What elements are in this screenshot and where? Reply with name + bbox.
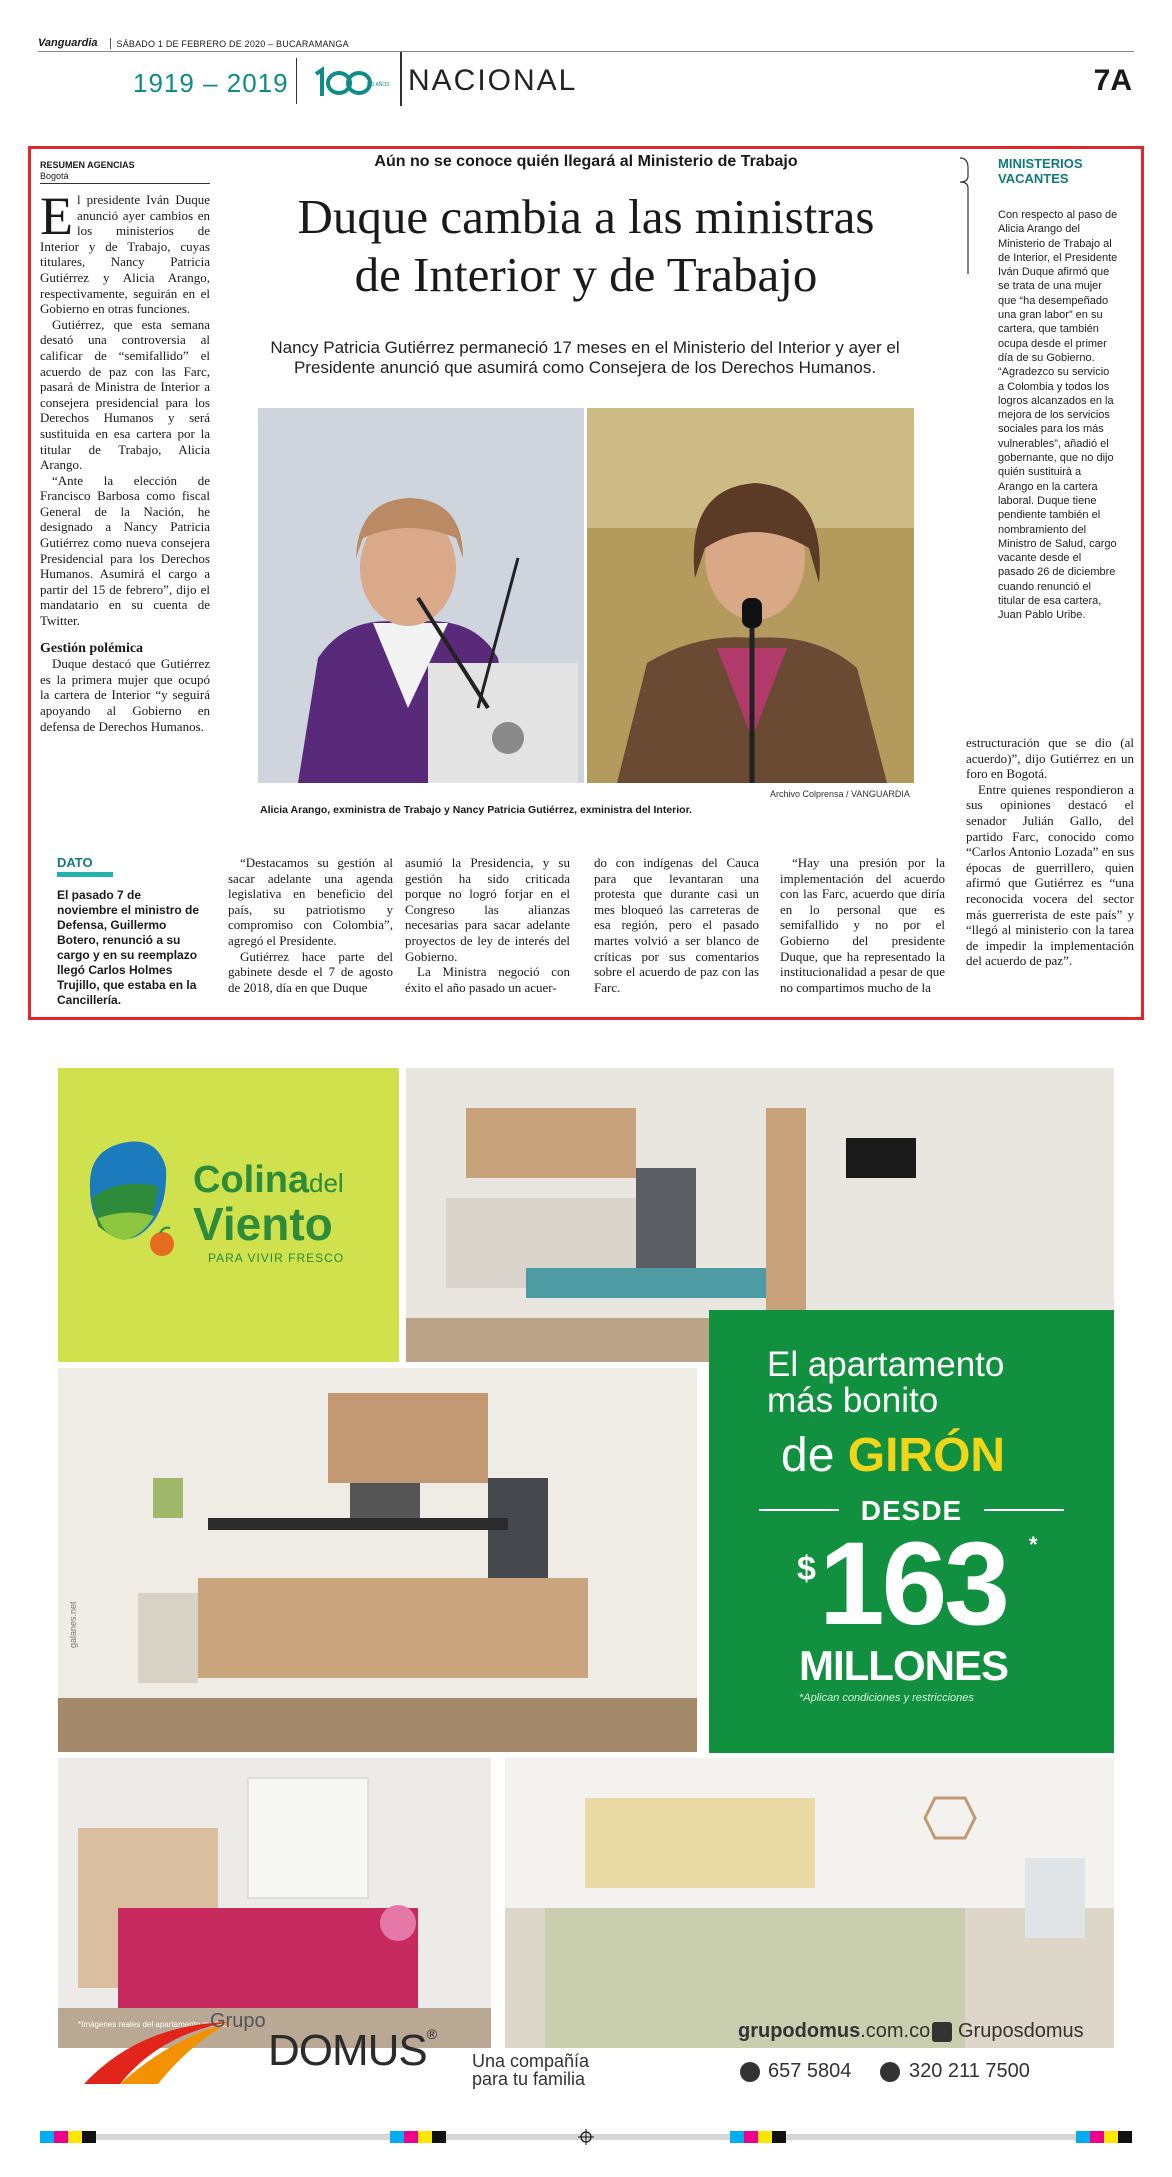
anniversary-label: 100 AÑOS [366,82,390,88]
sidebar-paragraph: Con respecto al paso de Alicia Arango del Ministerio de Trabajo al de Interior, el Presidente Iván Duque afirmó que se trata de una mujer que “ha desempeñado una gran labor” en su cartera, que también ocupa desde el primer día de su Gobierno. [998,209,1118,364]
sidebar-bracket [958,156,974,276]
registered-mark: ® [426,2026,437,2042]
promo-panel [709,1310,1114,1753]
promo-de: de [781,1429,835,1482]
domus-wordmark [268,2026,436,2076]
facebook-handle[interactable]: Gruposdomus [958,2020,1084,2042]
promo-desde: DESDE [860,1495,963,1526]
drop-cap: E [40,186,73,246]
sidebar-title [998,156,1083,186]
divider [296,58,297,104]
dato-title: DATO [57,855,93,870]
website-tld: .com.co [860,2020,931,2042]
slogan-line: para tu familia [472,2069,586,2089]
dateline: SÁBADO 1 DE FEBRERO DE 2020 – BUCARAMANGA [116,39,349,49]
photo-caption: Alicia Arango, exministra de Trabajo y Nancy Patricia Gutiérrez, exministra del Interior. [260,804,693,816]
phone-icon [880,2062,900,2082]
website-domain: grupodomus [738,2020,861,2042]
divider [984,1509,1064,1511]
article-paragraph: “Destacamos su gestión al sacar adelante una agenda legislativa en beneficio del país, su patriotismo y compromiso con Colombia”, agregó el Presidente. [228,855,393,948]
byline-city: Bogotá [40,171,69,181]
article-headline [236,188,936,304]
paragraph-text: l presidente Iván Duque anunció ayer cambios en los ministerios de Interior y de Trabajo, cuyas titulares, Nancy Patricia Gutiérrez y Alicia Arango, respectivamente, seguirán en el Gobierno en otras funciones. [40,192,210,317]
apartment-photo-kitchen [58,1368,697,1752]
photo-credit: Archivo Colprensa / VANGUARDIA [770,789,910,799]
article-column-bottom-3 [594,855,759,995]
website-link[interactable] [738,2020,930,2043]
divider [40,183,210,184]
dato-rule [57,872,113,877]
promo-asterisk: * [1029,1532,1038,1557]
brand-name: Vanguardia [38,37,98,49]
article-paragraph: estructuración que se dio (al acuerdo)”, dijo Gutiérrez en un foro en Bogotá. [966,735,1134,782]
article-paragraph [40,186,210,317]
anniversary-years: 1919 – 2019 [133,68,289,98]
domus-slogan [472,2052,589,2088]
promo-city: GIRÓN [847,1429,1006,1482]
apartment-photo-master-bedroom [505,1758,1114,2048]
article-paragraph: “Hay una presión por la implementación del acuerdo con las Farc, acuerdo que diría en lo personal que es semifallido y no por el Gobierno del presidente Duque, que ha representado la institucionalidad a pesar de que no compartimos mucho de la [780,855,945,995]
promo-headline-2: más bonito [767,1381,939,1420]
photo-gutierrez [258,408,584,783]
phone-mobile[interactable]: 320 211 7500 [909,2060,1030,2082]
phone-icon [740,2062,760,2082]
article-column-left [40,186,210,734]
article-paragraph: Gutiérrez, que esta semana desató una controversia al calificar de “semifallido” el acuerdo de paz con las Farc, pasará de Ministra de Interior a consejera presidencial para los Derechos Humanos y será sustituida en esa cartera por la titular de Trabajo, Alicia Arango. [40,316,210,473]
article-paragraph: Gutiérrez hace parte del gabinete desde el 7 de agosto de 2018, día en que Duque [228,948,393,995]
article-column-bottom-1 [228,855,393,995]
logo-word-viento: Viento [193,1198,333,1250]
domus-text: DOMUS [268,2026,427,2075]
ad-logo-tile [58,1068,399,1362]
article-paragraph: La Ministra negoció con éxito el año pasado un acuer- [405,964,570,995]
slogan-line: Una compañía [472,2051,590,2071]
page-number: 7A [1093,64,1132,97]
colina-del-viento-logo [58,1068,399,1362]
promo-headline-1: El apartamento [767,1345,1005,1384]
article-paragraph: Duque destacó que Gutiérrez es la primera mujer que ocupó la cartera de Interior “y seguirá apoyando al Gobierno en defensa de Derechos Humanos. [40,656,210,734]
logo-tagline: PARA VIVIR FRESCO [208,1251,345,1265]
promo-millones: MILLONES [799,1642,1008,1689]
ad-watermark: galanes.net [68,1601,78,1648]
grupo-label: Grupo [210,2010,266,2032]
article-column-bottom-2 [405,855,570,995]
promo-price: 163 [819,1518,1007,1650]
article-kicker: Aún no se conoce quién llegará al Ministerio de Trabajo [374,153,798,170]
headline-line: de Interior y de Trabajo [354,247,818,302]
promo-conditions: *Aplican condiciones y restricciones [799,1692,974,1704]
article-paragraph: do con indígenas del Cauca para que levantaran una protesta que durante casi un mes bloqueó las carreteras de esa región, pero el pasado martes volvió a ser blanco de críticas por sus comentarios sobre el acuerdo de paz con las Farc. [594,855,759,995]
sidebar-paragraph: “Agradezco su servicio a Colombia y todos los logros alcanzados en la mejora de los servicios sociales para los más vulnerables”, añadió el gobernante, que no dijo quién sustituirá a Arango en la cartera laboral. Duque tiene pendiente también el nombramiento del Ministro de Salud, cargo vacante desde el pasado 26 de diciembre cuando renunció el titular de esa cartera, Juan Pablo Uribe. [998,366,1117,622]
apartment-photo-bedroom [58,1758,491,2048]
sidebar-title-line: MINISTERIOS [998,156,1083,171]
article-column-right [966,735,1134,969]
divider [400,52,402,106]
masthead-bar [38,34,1134,52]
headline-line: Duque cambia a las ministras [297,189,875,244]
phone-landline[interactable]: 657 5804 [768,2060,852,2082]
logo-word-colina: Colina [193,1159,310,1201]
byline-agency: RESUMEN AGENCIAS [40,160,135,170]
promo-dollar: $ [797,1550,816,1588]
article-column-bottom-4 [780,855,945,995]
facebook-icon [932,2022,952,2042]
image-note: *Imágenes reales del apartamento modelo. [78,2020,231,2029]
article-subhead: Gestión polémica [40,640,144,656]
registration-bar [40,2130,1132,2142]
article-paragraph: asumió la Presidencia, y su gestión ha sido criticada porque no logró forjar en el Congreso las alianzas necesarias para sacar adelante proyectos de ley de interés del Gobierno. [405,855,570,964]
article-deck: Nancy Patricia Gutiérrez permaneció 17 meses en el Ministerio del Interior y ayer el Presidente anunció que asumirá como Consejera de los Derechos Humanos. [270,338,900,377]
article-paragraph: “Ante la elección de Francisco Barbosa como fiscal General de la Nación, he designado a Nancy Patricia Gutiérrez como nueva consejera Presidencial para los Derechos Humanos. Asumirá el cargo a partir del 15 de febrero”, dijo el mandatario en su cuenta de Twitter. [40,472,210,629]
article-paragraph: Entre quienes respondieron a sus opiniones destacó el senador Julián Gallo, del partido Farc, conocido como “Carlos Antonio Lozada” en sus épocas de guerrillero, quien afirmó que Gutiérrez es “una reconocida vocera del sector más guerrerista de este país” y “llegó al ministerio con la tarea de impedir la implementación del acuerdo de paz”. [966,781,1134,969]
sidebar-body [998,208,1118,623]
sidebar-title-line: VACANTES [998,171,1069,186]
promo-headline-3 [781,1430,1005,1482]
section-title: NACIONAL [408,64,578,97]
logo-word-del: del [309,1168,344,1198]
dato-body: El pasado 7 de noviembre el ministro de Defensa, Guillermo Botero, renunció a su cargo y en su reemplazo llegó Carlos Holmes Trujillo, que estaba en la Cancillería. [57,888,200,1007]
photo-arango [587,408,914,783]
anniversary-100-logo [312,64,390,102]
divider [110,38,111,49]
